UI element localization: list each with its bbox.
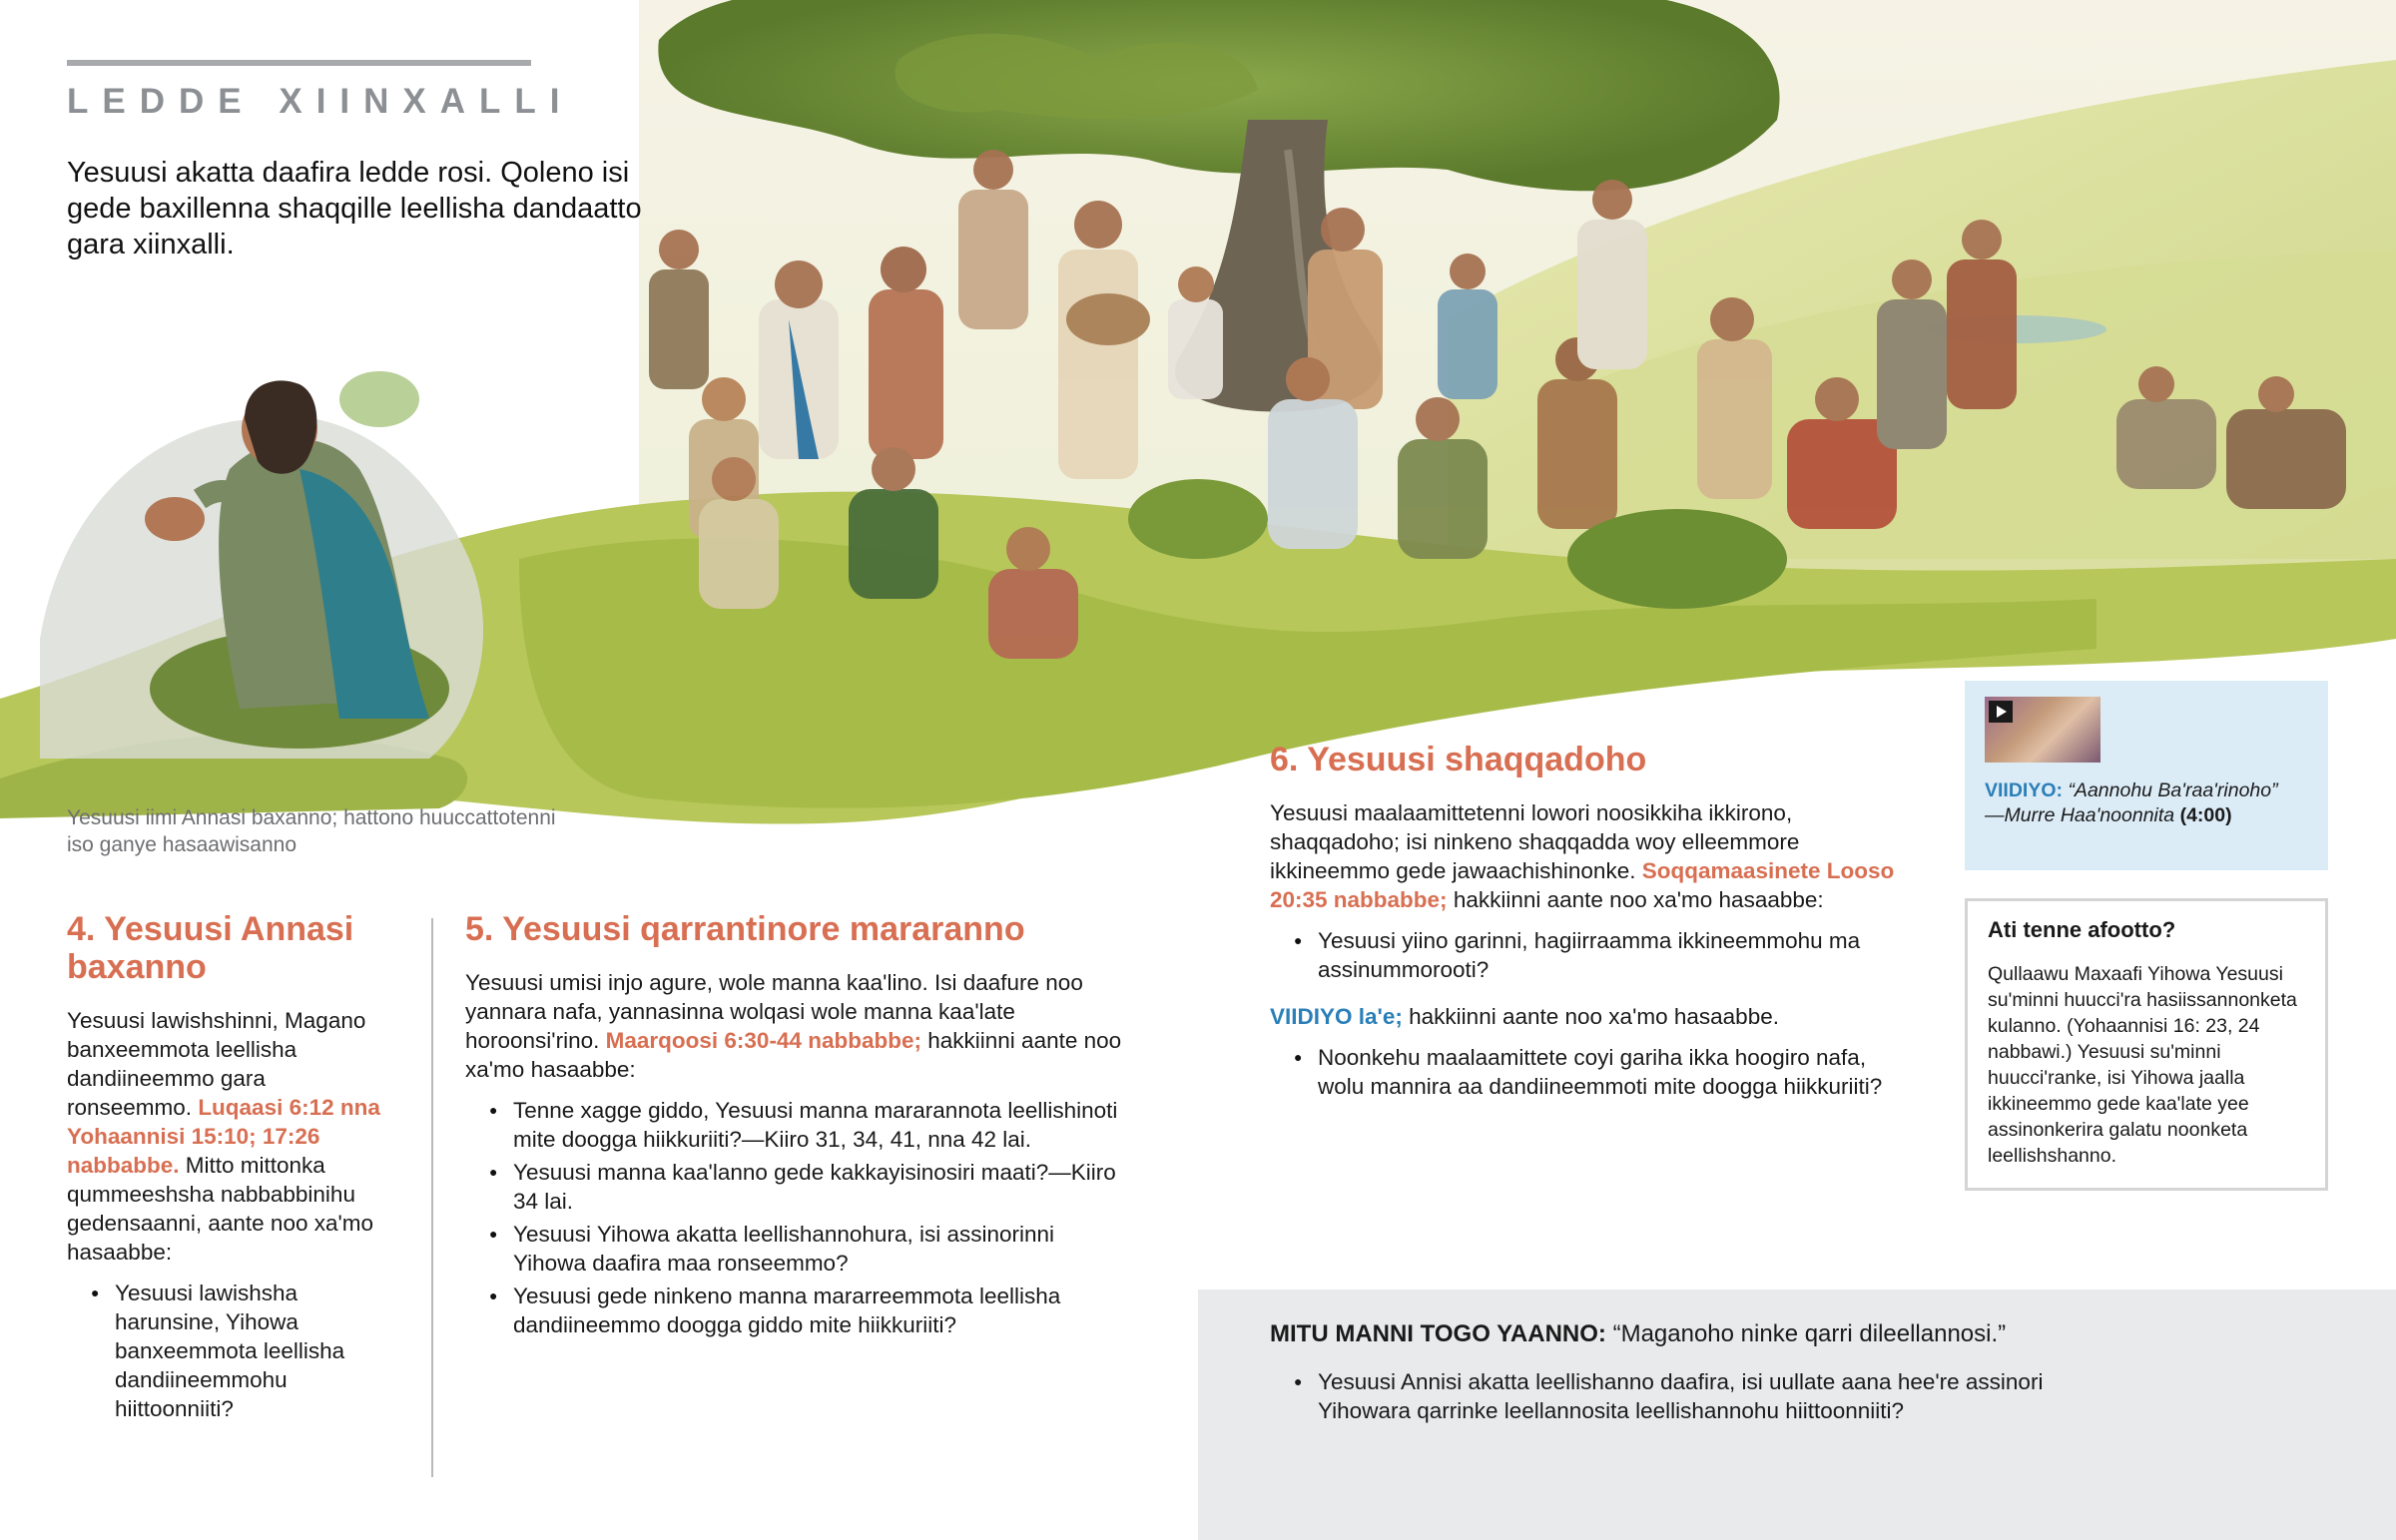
header-rule [67, 60, 531, 66]
section-label: LEDDE XIINXALLI [67, 82, 574, 121]
section-5-text-after: hakkiinni aante noo xa'mo hasaabbe: [465, 1028, 1122, 1082]
question-item: ● Yesuusi Yihowa akatta leellishannohura, isi assinorinni Yihowa daafira maa ronseemmo? [465, 1220, 1129, 1278]
section-4 [67, 910, 386, 1435]
scripture-link-luqaasi[interactable]: Luqaasi 6:12 nna Yohaannisi 15:10; 17:26 nabbabbe. [67, 1095, 380, 1178]
did-you-know-title: Ati tenne afootto? [1988, 917, 2176, 942]
section-5-title: 5. Yesuusi qarrantinore mararanno [465, 910, 1025, 948]
question-item: ● Tenne xagge giddo, Yesuusi manna mararannota leellishinoti mite doogga hiikkuriiti?—Kiiro 31, 34, 41, nna 42 lai. [465, 1096, 1129, 1154]
section-6-text: Yesuusi maalaamittetenni lowori noosikkiha ikkirono, shaqqadoho; isi ninkeno shaqqadda woy elleemmore ikkineemmo gede jawaachishinonke. [1270, 800, 1800, 883]
section-6-video-paragraph [1270, 1002, 1909, 1031]
play-icon[interactable] [1989, 701, 2013, 723]
video-series: —Murre Haa'noonnita [1985, 804, 2175, 826]
section-4-paragraph [67, 1006, 386, 1267]
question-item: ● Yesuusi manna kaa'lanno gede kakkayisinosiri maati?—Kiiro 34 lai. [465, 1158, 1129, 1216]
video-duration: (4:00) [2179, 804, 2232, 826]
question-item: ● Yesuusi Annisi akatta leellishanno daafira, isi uullate aana hee're assinori Yihowara qarrinke leellannosita leellishannohu hiittoonniiti? [1270, 1367, 2089, 1425]
did-you-know-box [1965, 898, 2328, 1191]
video-title[interactable]: “Aannohu Ba'raa'rinoho” [2068, 779, 2278, 801]
section-6-title: 6. Yesuusi shaqqadoho [1270, 741, 1647, 778]
summary-quote: “Maganoho ninke qarri dileellannosi.” [1612, 1320, 2007, 1347]
section-4-title: 4. Yesuusi Annasi baxanno [67, 910, 354, 986]
section-4-text: Yesuusi lawishshinni, Magano banxeemmota leellisha dandiineemmo gara ronseemmo. [67, 1008, 366, 1120]
video-thumbnail[interactable] [1985, 697, 2100, 763]
section-4-questions [67, 1279, 386, 1423]
question-item: ● Yesuusi gede ninkeno manna mararreemmota leellisha dandiineemmo doogga giddo mite hiikkuriiti? [465, 1282, 1129, 1339]
scripture-link-looso[interactable]: Soqqamaasinete Looso 20:35 nabbabbe; [1270, 858, 1895, 912]
video-link[interactable]: VIIDIYO la'e; [1270, 1004, 1403, 1029]
question-item: ● Yesuusi yiino garinni, hagiirraamma ikkineemmohu ma assinummorooti? [1270, 926, 1909, 984]
section-6-paragraph [1270, 798, 1909, 914]
summary-questions [1270, 1367, 2089, 1425]
intro-text: Yesuusi akatta daafira ledde rosi. Qoleno isi gede baxillenna shaqqille leellisha dandaatto gara xiinxalli. [67, 157, 642, 260]
scripture-link-maarqoosi[interactable]: Maarqoosi 6:30-44 nabbabbe; [605, 1028, 921, 1053]
question-item: ● Yesuusi lawishsha harunsine, Yihowa banxeemmota leellisha dandiineemmohu hiittoonniiti? [67, 1279, 386, 1423]
section-5-paragraph [465, 968, 1129, 1084]
section-4-text-after: Mitto mittonka qummeeshsha nabbabbinihu gedensaanni, aante noo xa'mo hasaabbe: [67, 1153, 374, 1265]
section-5 [465, 910, 1129, 1351]
video-label: VIIDIYO: [1985, 779, 2064, 801]
section-6 [1270, 741, 1909, 1113]
video-info [1985, 778, 2308, 828]
section-6-video-questions [1270, 1043, 1909, 1101]
section-5-text: Yesuusi umisi injo agure, wole manna kaa'lino. Isi daafure noo yannara nafa, yannasinna wolqasi wole manna kaa'late horoonsi'rino. [465, 970, 1083, 1053]
illustration-caption: Yesuusi iimi Annasi baxanno; hattono huuccattotenni iso ganye hasaawisanno [67, 806, 556, 856]
did-you-know-text: Qullaawu Maxaafi Yihowa Yesuusi su'minni huucci'ra hasiissannonketa kulanno. (Yohaannisi 16: 23, 24 nabbawi.) Yesuusi su'minni huucci'ranke, isi Yihowa jaalla ikkineemmo gede kaa'late yee assinonkerira galatu noonketa leellishshanno. [1988, 963, 2297, 1167]
summary-band [1198, 1289, 2396, 1540]
section-6-video-text: hakkiinni aante noo xa'mo hasaabbe. [1409, 1004, 1779, 1029]
summary-label: MITU MANNI TOGO YAANNO: [1270, 1320, 1606, 1347]
column-divider [431, 918, 433, 1477]
video-box[interactable] [1965, 681, 2328, 870]
question-item: ● Noonkehu maalaamittete coyi gariha ikka hoogiro nafa, wolu mannira aa dandiineemmoti mite doogga hiikkuriiti? [1270, 1043, 1909, 1101]
summary-heading [1270, 1319, 2396, 1349]
section-5-questions [465, 1096, 1129, 1339]
section-6-questions [1270, 926, 1909, 984]
section-6-text-after: hakkiinni aante noo xa'mo hasaabbe: [1453, 887, 1824, 912]
